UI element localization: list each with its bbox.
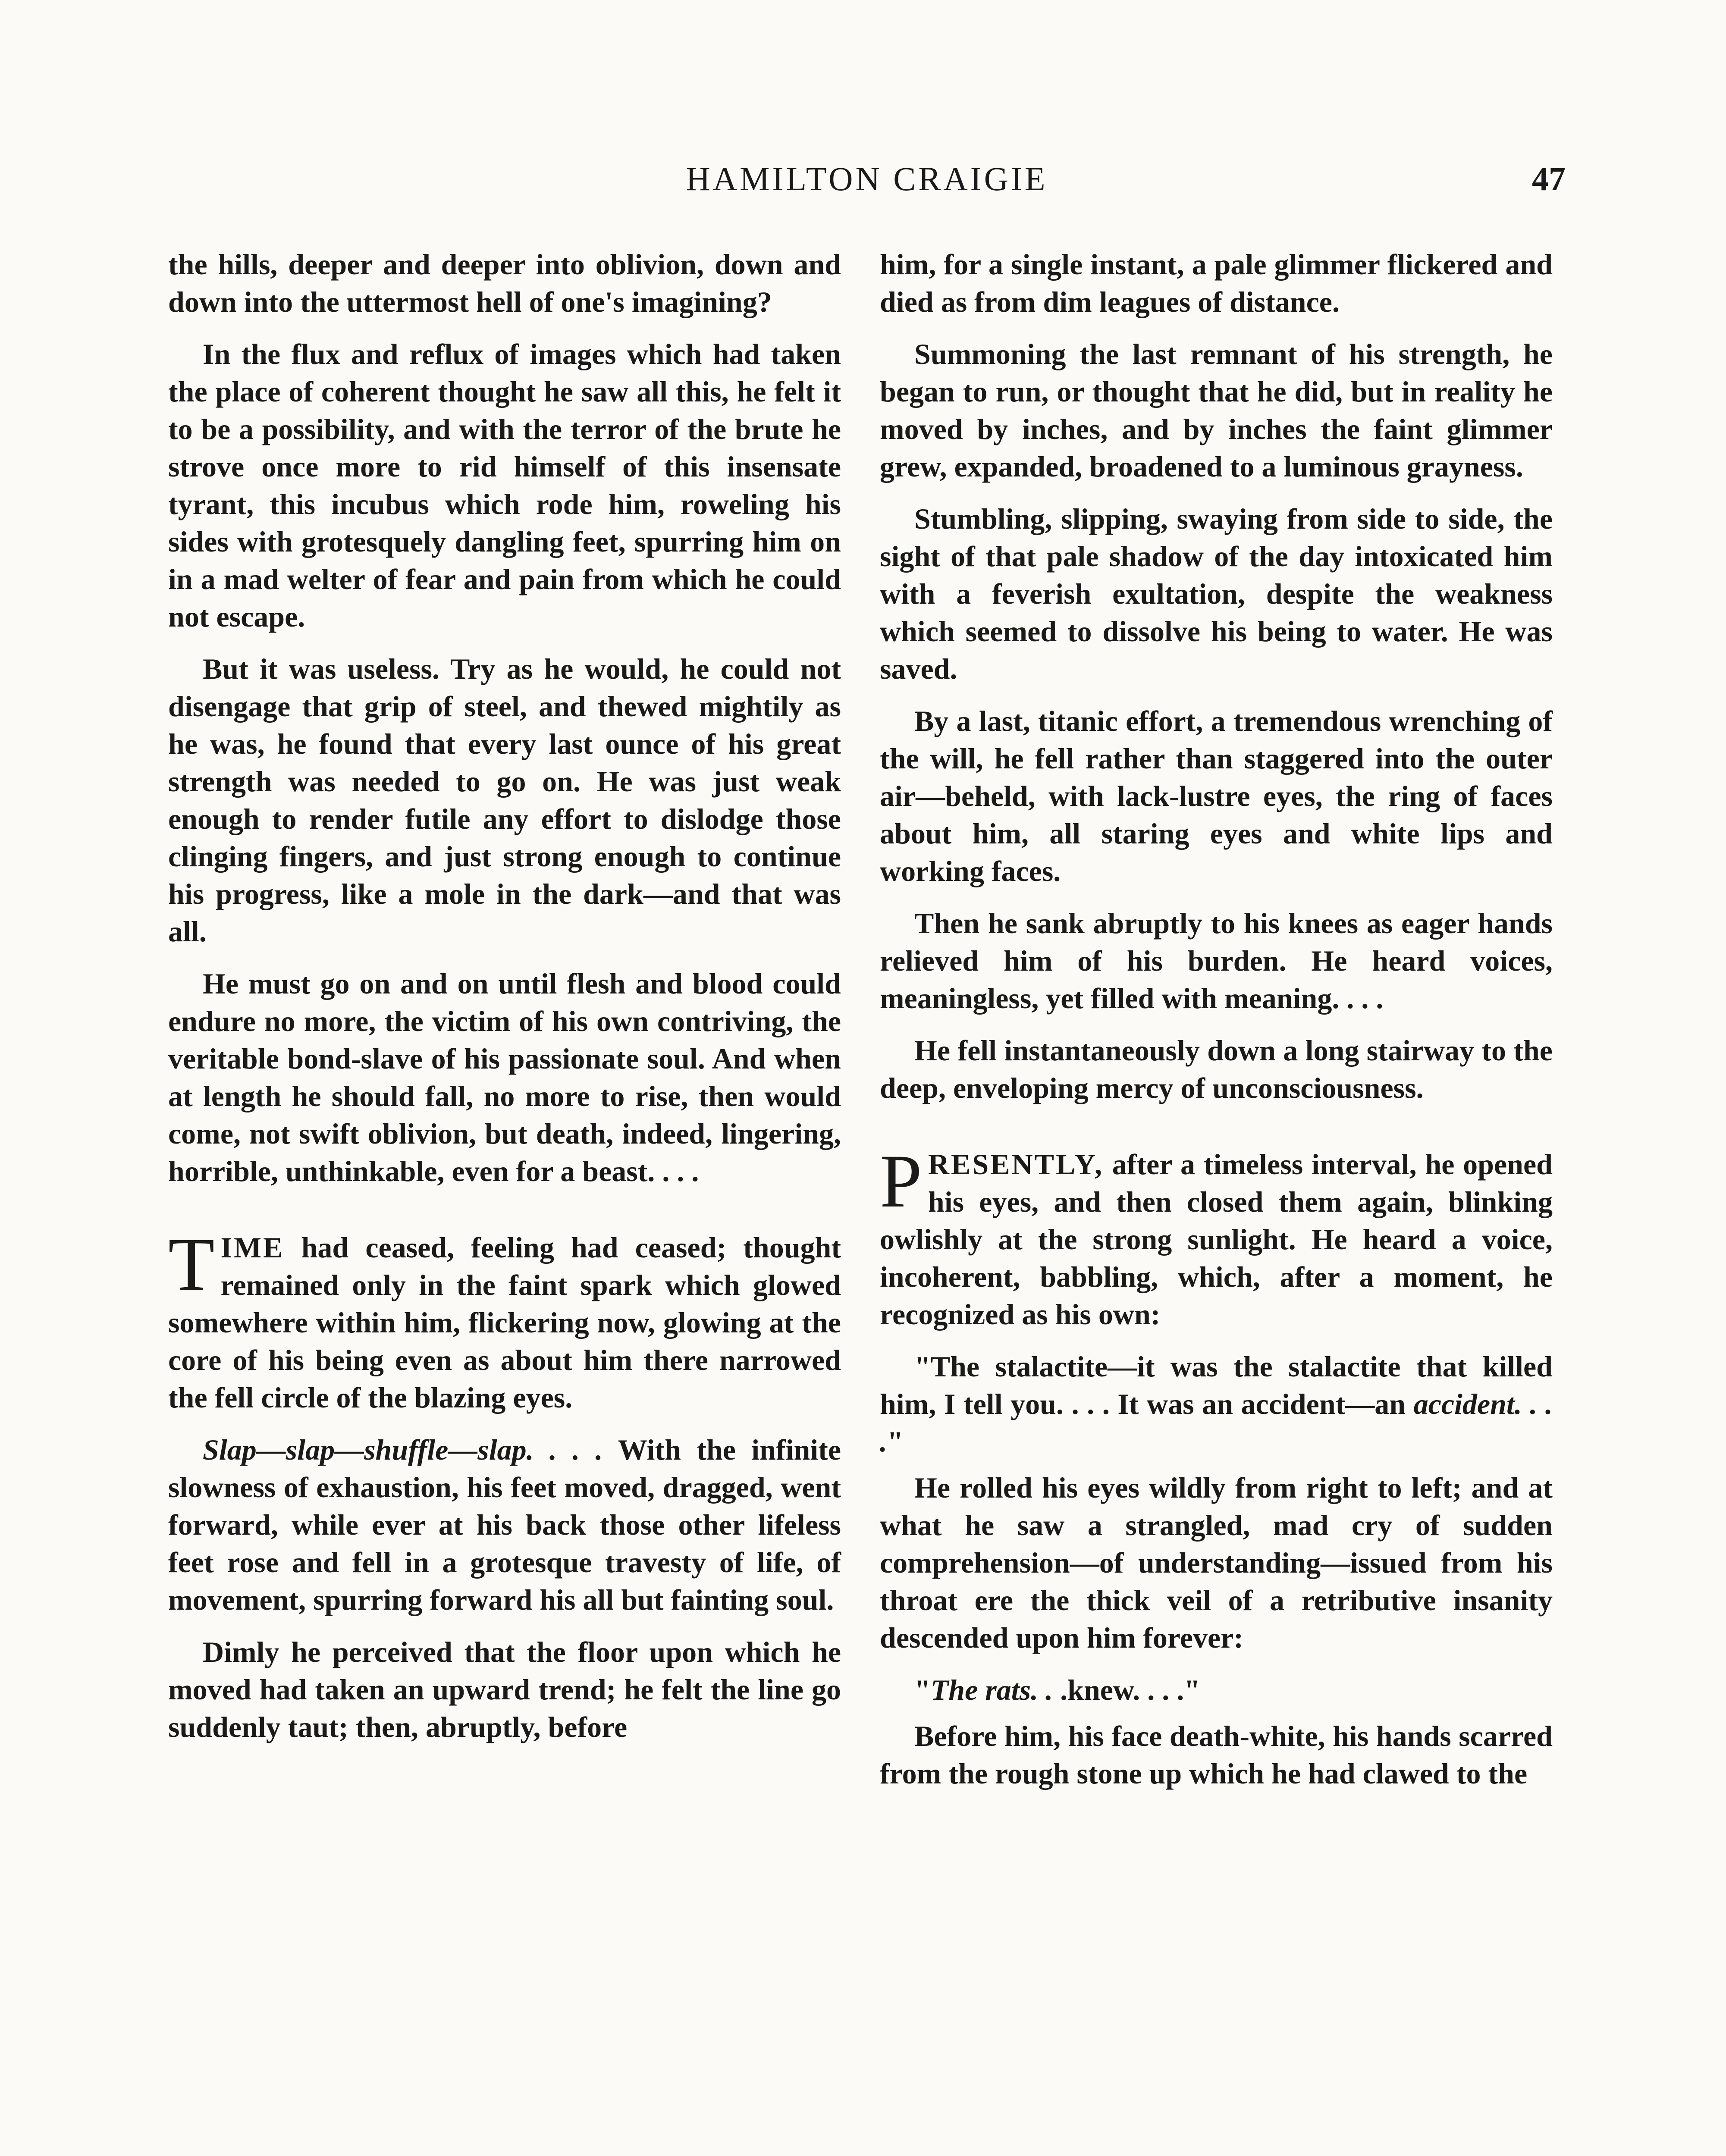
page-header [168,160,1566,211]
paragraph: Before him, his face death-white, his hands scarred from the rough stone up which he had clawed to the [880,1720,1553,1790]
italic-text: Slap—slap—shuffle—slap. . . . [203,1433,603,1466]
paragraph-text: .knew. . . ." [1053,1673,1201,1706]
paragraph-text: had ceased, feeling had ceased; thought remained only in the faint spark which glowed somewhere within him, flickering now, glowing at the core of his being even as about him there narrowed the fell circle of the blazing eyes. [168,1231,841,1414]
italic-text: The rats. . [930,1673,1053,1706]
section-paragraph [880,1139,1553,1333]
paragraph: him, for a single instant, a pale glimmer flickered and died as from dim leagues of distance. [880,248,1553,318]
paragraph [880,1671,1553,1709]
right-column [880,246,1553,1807]
paragraph: He rolled his eyes wildly from right to left; and at what he saw a strangled, mad cry of sudden comprehension—of understanding—issued from his throat ere the thick veil of a retributive insanity descended upon him forever: [880,1471,1553,1654]
paragraph-text: " [887,1425,904,1458]
drop-cap: P [880,1139,922,1223]
paragraph: Stumbling, slipping, swaying from side to side, the sight of that pale shadow of the day intoxicated him with a feverish exultation, despite the weakness which seemed to dissolve his being to water. He was saved. [880,502,1553,685]
paragraph: By a last, titanic effort, a tremendous wrenching of the will, he fell rather than staggered into the outer air—beheld, with lack-lustre eyes, the ring of faces about him, all staring eyes and white lips and working faces. [880,705,1553,887]
paragraph-text: " [914,1673,931,1706]
paragraph: Dimly he perceived that the floor upon which he moved had taken an upward trend; he felt the line go suddenly taut; then, abruptly, before [168,1636,841,1743]
left-column [168,246,841,1761]
paragraph-text: after a timeless interval, he opened his eyes, and then closed them again, blinking owlishly at the strong sunlight. He heard a voice, incoherent, babbling, which, after a moment, he recognized as his own: [880,1148,1553,1331]
paragraph-text: "The stalactite—it was the stalactite that killed him, I tell you. . . . It was an accident—an [880,1350,1553,1420]
running-head: HAMILTON CRAIGIE [686,160,1048,197]
paragraph: In the flux and reflux of images which had taken the place of coherent thought he saw all this, he felt it to be a possibility, and with the terror of the brute he strove once more to rid himself of this insensate tyrant, this incubus which rode him, roweling his sides with grotesquely dangling feet, spurring him on in a mad welter of fear and pain from which he could not escape. [168,338,841,633]
lead-in: RESENTLY, [928,1148,1104,1181]
lead-in: IME [220,1231,285,1264]
paragraph-text: With the infinite slowness of exhaustion, his feet moved, dragged, went forward, while ever at his back those other lifeless feet rose and fell in a grotesque travesty of life, of movement, spurring forward his all but fainting soul. [168,1433,841,1616]
paragraph [880,1348,1553,1460]
paragraph: Summoning the last remnant of his strength, he began to run, or thought that he did, but in reality he moved by inches, and by inches the faint glimmer grew, expanded, broadened to a luminous grayness. [880,338,1553,483]
paragraph: He must go on and on until flesh and blood could endure no more, the victim of his own contriving, the veritable bond-slave of his passionate soul. And when at length he should fall, no more to rise, then would come, not swift oblivion, but death, indeed, lingering, horrible, unthinkable, even for a beast. . . . [168,967,841,1188]
paragraph: Then he sank abruptly to his knees as eager hands relieved him of his burden. He heard voices, meaningless, yet filled with meaning. . . . [880,907,1553,1015]
italic-text: accident. . . . [880,1388,1553,1458]
section-paragraph [168,1222,841,1416]
paragraph: But it was useless. Try as he would, he could not disengage that grip of steel, and thewed mightily as he was, he found that every last ounce of his great strength was needed to go on. He was just weak enough to render futile any effort to dislodge those clinging fingers, and just strong enough to continue his progress, like a mole in the dark—and that was all. [168,652,841,948]
paragraph [168,1431,841,1619]
page-number: 47 [1532,160,1566,197]
paragraph: He fell instantaneously down a long stairway to the deep, enveloping mercy of unconsciousness. [880,1034,1553,1104]
drop-cap: T [168,1222,215,1307]
paragraph: the hills, deeper and deeper into oblivion, down and down into the uttermost hell of one's imagining? [168,248,841,318]
